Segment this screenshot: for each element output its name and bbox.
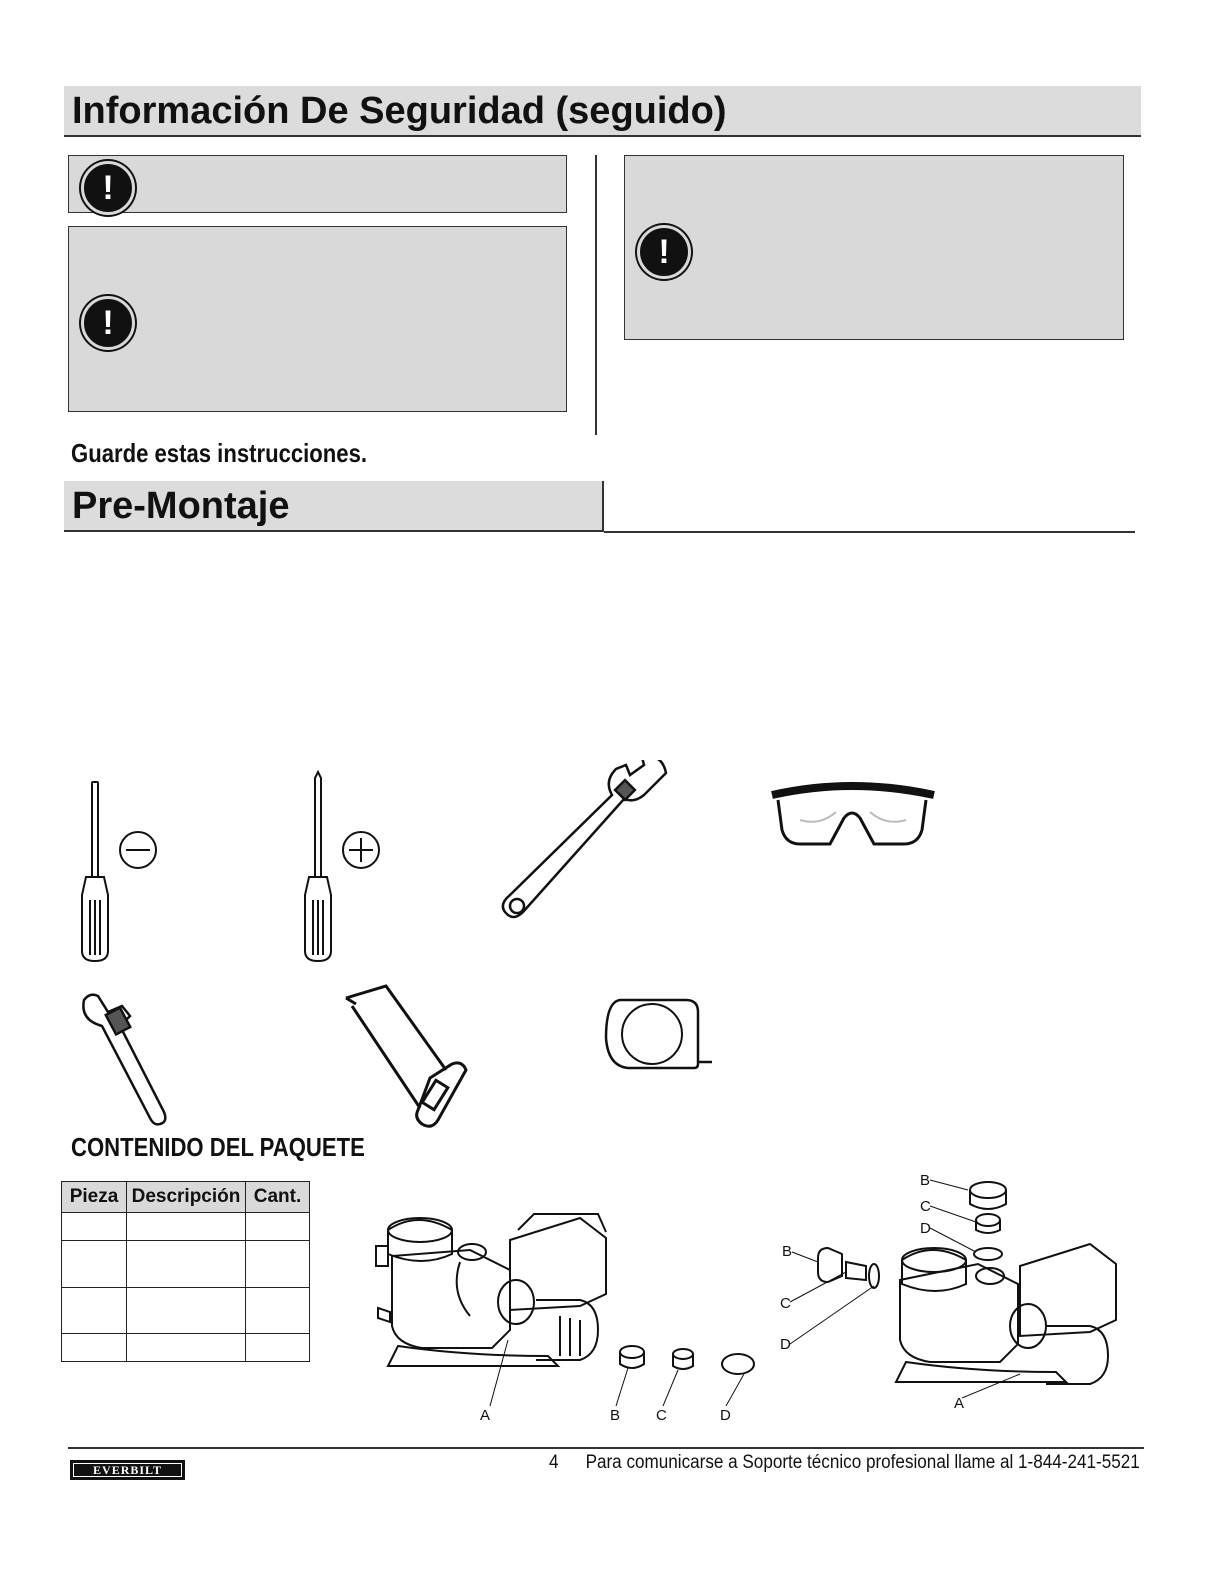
exclamation-circle-icon: ! [81,296,135,350]
safety-title-text: Información De Seguridad (seguido) [72,90,727,132]
premontaje-section-title [64,481,604,532]
package-heading: CONTENIDO DEL PAQUETE [71,1132,365,1162]
table-cell [246,1241,310,1288]
pump-parts-diagram [340,1165,1150,1430]
column-header: Cant. [246,1182,310,1213]
table-header-row [62,1182,310,1213]
adjustable-wrench-icon [503,760,666,917]
column-header: Pieza [62,1182,127,1213]
table-cell [127,1288,246,1334]
callout-label-b: B [782,1243,793,1260]
callout-label-c: C [656,1407,667,1424]
callout-label-c: C [780,1295,791,1312]
warning-box-1 [68,155,567,213]
table-cell [127,1213,246,1241]
table-cell [62,1213,127,1241]
pipe-wrench-icon [83,995,165,1125]
union-nut-part [620,1346,644,1368]
table-row [62,1288,310,1334]
table-cell [246,1213,310,1241]
premontaje-rule [604,531,1135,533]
callout-label-b: B [610,1407,621,1424]
callout-label-d: D [780,1336,791,1353]
callout-label-a: A [480,1407,491,1424]
exclamation-circle-icon: ! [81,161,135,215]
table-cell [127,1334,246,1362]
exclamation-circle-icon: ! [637,225,691,279]
table-cell [246,1288,310,1334]
flat-screwdriver-icon [82,782,156,961]
table-row [62,1213,310,1241]
callout-label-c: C [920,1198,931,1215]
table-cell [62,1241,127,1288]
table-cell [62,1288,127,1334]
callout-label-d: D [720,1407,731,1424]
pool-pump-illustration [376,1214,606,1366]
pool-pump-assembled-illustration [818,1182,1116,1384]
column-header: Descripción [127,1182,246,1213]
phillips-screwdriver-icon [305,772,379,961]
safety-section-title [64,86,1141,137]
callout-label-d: D [920,1220,931,1237]
warning-box-3 [624,155,1124,340]
everbilt-logo [70,1460,185,1480]
package-contents-table [61,1181,310,1362]
table-row [62,1334,310,1362]
support-phone-text: Para comunicarse a Soporte técnico profesional llame al 1-844-241-5521 [585,1452,1140,1473]
tools-illustration [0,760,1224,1130]
tailpiece-part [673,1349,693,1369]
premontaje-title-text: Pre-Montaje [72,485,290,527]
warning-box-2 [68,226,567,412]
column-divider [595,155,597,435]
footer-rule [68,1447,1144,1449]
callout-label-a: A [954,1395,965,1412]
table-cell [127,1241,246,1288]
table-cell [246,1334,310,1362]
hacksaw-icon [346,986,466,1126]
callout-label-b: B [920,1172,931,1189]
o-ring-part [722,1354,754,1374]
table-cell [62,1334,127,1362]
safety-glasses-icon [772,786,934,844]
table-row [62,1241,310,1288]
page-number: 4 [549,1452,559,1473]
brand-text: EVERBILT [73,1463,182,1477]
tape-measure-icon [606,1000,712,1068]
save-instructions: Guarde estas instrucciones. [71,438,368,468]
